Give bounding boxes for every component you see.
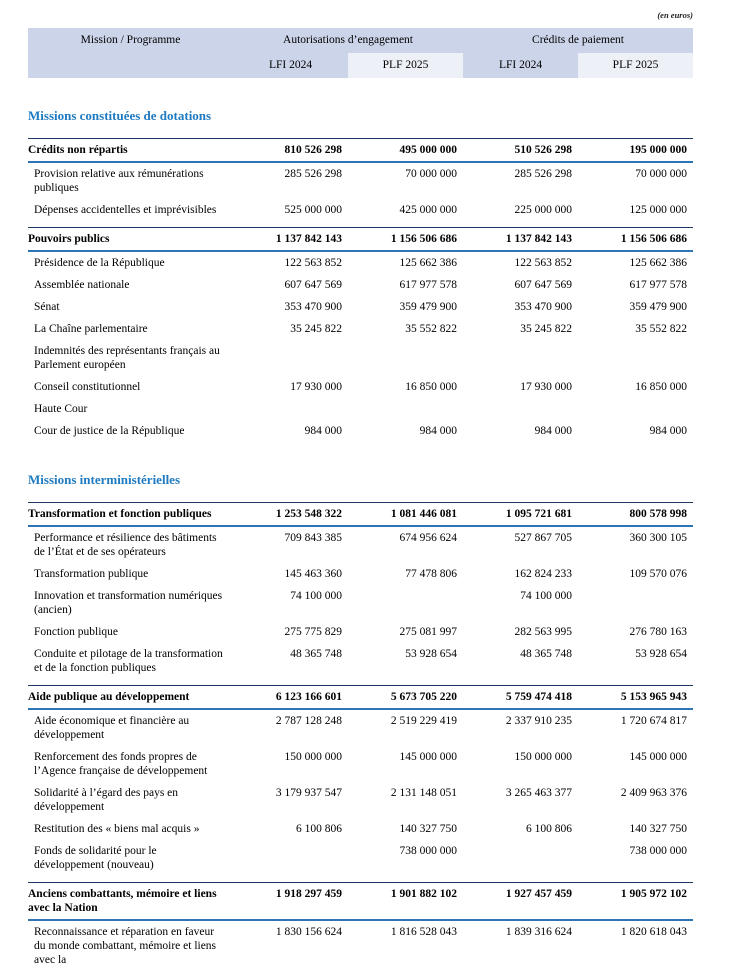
- programme-value-cell: 16 850 000: [635, 381, 687, 393]
- programme-value-cell: 275 775 829: [284, 626, 342, 638]
- programme-value-cell: 984 000: [534, 425, 572, 437]
- programme-value-cell: [348, 340, 463, 376]
- programme-value-cell: [578, 340, 693, 376]
- col-header-ae-lfi-2024: LFI 2024: [233, 53, 348, 78]
- col-header-mission-programme: Mission / Programme: [28, 28, 233, 53]
- programme-value-cell: 125 662 386: [399, 257, 457, 269]
- programme-value-cell: [463, 340, 578, 376]
- programme-value-cell: 359 479 900: [629, 301, 687, 313]
- programme-value-cell: 1 720 674 817: [620, 715, 687, 727]
- mission-value-cell: 510 526 298: [463, 139, 578, 163]
- programme-row: [28, 318, 693, 340]
- mission-table: [28, 227, 693, 442]
- programme-value-cell: 48 365 748: [520, 648, 572, 660]
- programme-row: [28, 643, 693, 679]
- programme-value-cell: 2 519 229 419: [390, 715, 457, 727]
- programme-row: [28, 398, 693, 420]
- programme-value-cell: 150 000 000: [284, 751, 342, 763]
- programme-row: [28, 709, 693, 746]
- programme-value-cell: 709 843 385: [284, 532, 342, 544]
- mission-value-cell: 1 137 842 143: [463, 228, 578, 252]
- programme-value-cell: 6 100 806: [526, 823, 572, 835]
- programme-row: [28, 563, 693, 585]
- col-header-cp-lfi-2024: LFI 2024: [463, 53, 578, 78]
- programme-value-cell: 2 337 910 235: [505, 715, 572, 727]
- programme-name: Provision relative aux rémunérations publiques: [34, 168, 204, 194]
- programme-value-cell: 738 000 000: [399, 845, 457, 857]
- programme-value-cell: 1 830 156 624: [275, 926, 342, 938]
- programme-value-cell: [578, 398, 693, 420]
- programme-name: Cour de justice de la République: [34, 425, 185, 437]
- programme-value-cell: 35 245 822: [290, 323, 342, 335]
- mission-name: Anciens combattants, mémoire et liens avec la Nation: [28, 883, 233, 921]
- programme-value-cell: 359 479 900: [399, 301, 457, 313]
- mission-row: [28, 503, 693, 527]
- programme-value-cell: 360 300 105: [629, 532, 687, 544]
- programme-value-cell: 984 000: [419, 425, 457, 437]
- table-header: [28, 28, 693, 78]
- programme-value-cell: 984 000: [304, 425, 342, 437]
- programme-name: Assemblée nationale: [34, 279, 130, 291]
- programme-name: Fonds de solidarité pour le développement (nouveau): [34, 845, 157, 871]
- mission-name: Transformation et fonction publiques: [28, 503, 233, 527]
- programme-row: [28, 296, 693, 318]
- programme-value-cell: 607 647 569: [284, 279, 342, 291]
- programme-row: [28, 340, 693, 376]
- mission-table: [28, 138, 693, 221]
- programme-value-cell: 145 463 360: [284, 568, 342, 580]
- programme-name: Conseil constitutionnel: [34, 381, 141, 393]
- programme-value-cell: 225 000 000: [514, 204, 572, 216]
- programme-name: Solidarité à l’égard des pays en développement: [34, 787, 179, 813]
- programme-value-cell: 282 563 995: [514, 626, 572, 638]
- mission-value-cell: 1 901 882 102: [348, 883, 463, 921]
- mission-name: Pouvoirs publics: [28, 228, 233, 252]
- mission-row: [28, 139, 693, 163]
- programme-value-cell: 53 928 654: [635, 648, 687, 660]
- programme-value-cell: 53 928 654: [405, 648, 457, 660]
- programme-value-cell: 2 131 148 051: [390, 787, 457, 799]
- programme-value-cell: [463, 398, 578, 420]
- programme-name: Conduite et pilotage de la transformation et de la fonction publiques: [34, 648, 223, 674]
- mission-value-cell: 1 156 506 686: [348, 228, 463, 252]
- programme-value-cell: 1 839 316 624: [505, 926, 572, 938]
- unit-note: (en euros): [657, 10, 693, 20]
- programme-name: Reconnaissance et réparation en faveur du monde combattant, mémoire et liens avec la: [34, 926, 217, 966]
- programme-name: Renforcement des fonds propres de l’Agence française de développement: [34, 751, 208, 777]
- programme-value-cell: 140 327 750: [399, 823, 457, 835]
- programme-value-cell: 35 552 822: [635, 323, 687, 335]
- programme-name: Dépenses accidentelles et imprévisibles: [34, 204, 217, 216]
- programme-value-cell: 35 552 822: [405, 323, 457, 335]
- programme-value-cell: 145 000 000: [399, 751, 457, 763]
- mission-value-cell: 1 918 297 459: [233, 883, 348, 921]
- programme-value-cell: 285 526 298: [284, 168, 342, 180]
- programme-value-cell: 738 000 000: [629, 845, 687, 857]
- programme-value-cell: 145 000 000: [629, 751, 687, 763]
- programme-value-cell: 1 816 528 043: [390, 926, 457, 938]
- programme-value-cell: 109 570 076: [629, 568, 687, 580]
- programme-value-cell: 525 000 000: [284, 204, 342, 216]
- programme-value-cell: [348, 398, 463, 420]
- mission-value-cell: 800 578 998: [578, 503, 693, 527]
- mission-value-cell: 1 253 548 322: [233, 503, 348, 527]
- programme-row: [28, 782, 693, 818]
- mission-value-cell: 1 156 506 686: [578, 228, 693, 252]
- programme-value-cell: 17 930 000: [520, 381, 572, 393]
- programme-row: [28, 920, 693, 971]
- mission-value-cell: 1 095 721 681: [463, 503, 578, 527]
- programme-value-cell: [233, 340, 348, 376]
- programme-value-cell: 1 820 618 043: [620, 926, 687, 938]
- col-header-autorisations-engagement: Autorisations d’engagement: [233, 28, 463, 53]
- programme-name: Innovation et transformation numériques (ancien): [34, 590, 223, 616]
- col-header-ae-plf-2025: PLF 2025: [348, 53, 463, 78]
- programme-value-cell: 17 930 000: [290, 381, 342, 393]
- programme-name: Indemnités des représentants français au Parlement européen: [34, 345, 220, 371]
- mission-table: [28, 502, 693, 679]
- programme-row: [28, 585, 693, 621]
- programme-name: La Chaîne parlementaire: [34, 323, 148, 335]
- programme-value-cell: 162 824 233: [514, 568, 572, 580]
- mission-value-cell: 810 526 298: [233, 139, 348, 163]
- programme-row: [28, 251, 693, 274]
- programme-row: [28, 526, 693, 563]
- mission-row: [28, 883, 693, 921]
- programme-value-cell: [233, 398, 348, 420]
- programme-value-cell: 607 647 569: [514, 279, 572, 291]
- mission-row: [28, 228, 693, 252]
- programme-name: Fonction publique: [34, 626, 119, 638]
- section-heading: Missions constituées de dotations: [28, 108, 212, 123]
- header-row-years: [28, 53, 693, 78]
- programme-value-cell: 125 662 386: [629, 257, 687, 269]
- programme-value-cell: 74 100 000: [290, 590, 342, 602]
- programme-value-cell: 70 000 000: [405, 168, 457, 180]
- programme-row: [28, 746, 693, 782]
- programme-row: [28, 376, 693, 398]
- mission-value-cell: 5 673 705 220: [348, 686, 463, 710]
- mission-table: [28, 882, 693, 971]
- programme-value-cell: 275 081 997: [399, 626, 457, 638]
- programme-value-cell: 77 478 806: [405, 568, 457, 580]
- mission-value-cell: 495 000 000: [348, 139, 463, 163]
- programme-row: [28, 274, 693, 296]
- programme-value-cell: 3 265 463 377: [505, 787, 572, 799]
- programme-value-cell: 617 977 578: [629, 279, 687, 291]
- programme-value-cell: 2 787 128 248: [275, 715, 342, 727]
- programme-value-cell: 125 000 000: [629, 204, 687, 216]
- mission-row: [28, 686, 693, 710]
- programme-name: Performance et résilience des bâtiments de l’État et de ses opérateurs: [34, 532, 217, 558]
- programme-row: [28, 162, 693, 199]
- col-header-empty: [28, 53, 233, 78]
- mission-value-cell: 1 905 972 102: [578, 883, 693, 921]
- programme-value-cell: 617 977 578: [399, 279, 457, 291]
- mission-name: Aide publique au développement: [28, 686, 233, 710]
- programme-value-cell: 425 000 000: [399, 204, 457, 216]
- programme-value-cell: 48 365 748: [290, 648, 342, 660]
- programme-value-cell: 6 100 806: [296, 823, 342, 835]
- programme-row: [28, 420, 693, 442]
- programme-value-cell: 353 470 900: [284, 301, 342, 313]
- programme-value-cell: 35 245 822: [520, 323, 572, 335]
- mission-value-cell: 6 123 166 601: [233, 686, 348, 710]
- mission-value-cell: 5 759 474 418: [463, 686, 578, 710]
- programme-value-cell: [233, 840, 348, 876]
- programme-row: [28, 199, 693, 221]
- programme-name: Sénat: [34, 301, 60, 313]
- programme-row: [28, 818, 693, 840]
- programme-name: Présidence de la République: [34, 257, 165, 269]
- programme-row: [28, 621, 693, 643]
- programme-value-cell: 353 470 900: [514, 301, 572, 313]
- mission-value-cell: 5 153 965 943: [578, 686, 693, 710]
- programme-value-cell: [463, 840, 578, 876]
- mission-value-cell: 195 000 000: [578, 139, 693, 163]
- programme-name: Haute Cour: [34, 403, 88, 415]
- mission-table: [28, 685, 693, 876]
- programme-name: Aide économique et financière au développement: [34, 715, 190, 741]
- programme-name: Transformation publique: [34, 568, 149, 580]
- header-row-groups: [28, 28, 693, 53]
- mission-value-cell: 1 927 457 459: [463, 883, 578, 921]
- programme-name: Restitution des « biens mal acquis »: [34, 823, 200, 835]
- programme-value-cell: 150 000 000: [514, 751, 572, 763]
- programme-value-cell: 674 956 624: [399, 532, 457, 544]
- programme-value-cell: 70 000 000: [635, 168, 687, 180]
- programme-row: [28, 840, 693, 876]
- programme-value-cell: 527 867 705: [514, 532, 572, 544]
- programme-value-cell: 285 526 298: [514, 168, 572, 180]
- programme-value-cell: 276 780 163: [629, 626, 687, 638]
- programme-value-cell: [578, 585, 693, 621]
- programme-value-cell: 2 409 963 376: [620, 787, 687, 799]
- col-header-credits-paiement: Crédits de paiement: [463, 28, 693, 53]
- mission-value-cell: 1 081 446 081: [348, 503, 463, 527]
- col-header-cp-plf-2025: PLF 2025: [578, 53, 693, 78]
- programme-value-cell: 16 850 000: [405, 381, 457, 393]
- programme-value-cell: 3 179 937 547: [275, 787, 342, 799]
- programme-value-cell: 122 563 852: [284, 257, 342, 269]
- programme-value-cell: [348, 585, 463, 621]
- programme-value-cell: 984 000: [649, 425, 687, 437]
- mission-value-cell: 1 137 842 143: [233, 228, 348, 252]
- programme-value-cell: 122 563 852: [514, 257, 572, 269]
- programme-value-cell: 140 327 750: [629, 823, 687, 835]
- mission-name: Crédits non répartis: [28, 139, 233, 163]
- section-heading: Missions interministérielles: [28, 472, 181, 487]
- programme-value-cell: 74 100 000: [520, 590, 572, 602]
- table-body: [28, 108, 693, 971]
